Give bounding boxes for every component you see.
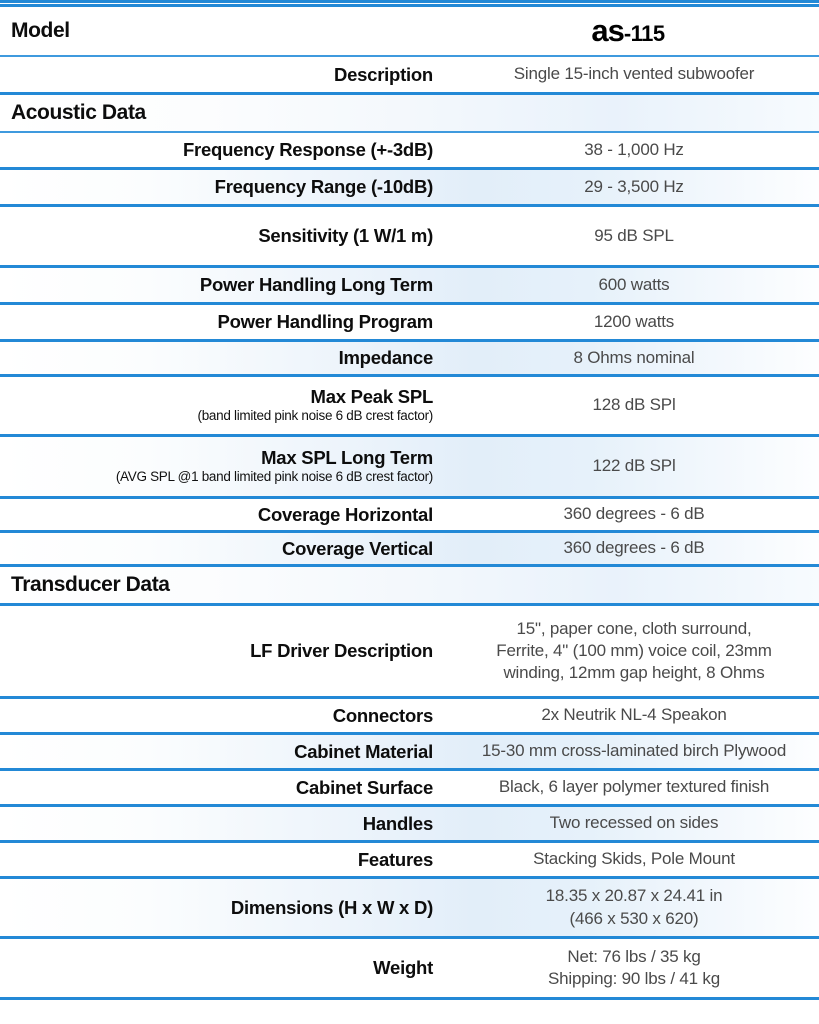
row-value: 29 - 3,500 Hz xyxy=(584,176,684,196)
row-label: Features xyxy=(357,848,433,870)
row-label-sub: (AVG SPL @1 band limited pink noise 6 dB crest factor) xyxy=(115,469,433,485)
row-label-main: Max Peak SPL xyxy=(310,385,433,407)
row-power-handling-program xyxy=(0,305,819,339)
row-cabinet-surface xyxy=(0,771,819,804)
row-label: Connectors xyxy=(332,704,433,726)
row-value: 2x Neutrik NL-4 Speakon xyxy=(541,705,727,725)
row-label: Description xyxy=(333,63,433,85)
row-value-line: Shipping: 90 lbs / 41 kg xyxy=(548,969,720,988)
row-label: Cabinet Material xyxy=(294,740,433,762)
section-title: Transducer Data xyxy=(11,573,170,596)
row-value: Two recessed on sides xyxy=(549,813,719,833)
row-value-line: winding, 12mm gap height, 8 Ohms xyxy=(503,663,765,683)
row-power-handling-long-term xyxy=(0,268,819,302)
row-value: Single 15-inch vented subwoofer xyxy=(513,64,755,84)
row-frequency-response xyxy=(0,133,819,167)
row-value: 128 dB SPl xyxy=(592,395,676,415)
model-number: -115 xyxy=(623,21,665,46)
row-lf-driver-description xyxy=(0,606,819,696)
row-value: 8 Ohms nominal xyxy=(573,347,695,367)
row-value-line: 15", paper cone, cloth surround, xyxy=(516,618,752,638)
row-label: Frequency Response (+-3dB) xyxy=(183,139,433,161)
row-label-main: Max SPL Long Term xyxy=(261,446,433,468)
row-label: Cabinet Surface xyxy=(295,776,433,798)
row-label: Dimensions (H x W x D) xyxy=(230,896,433,918)
row-label: Weight xyxy=(373,957,433,979)
row-max-spl-long-term xyxy=(0,437,819,496)
row-label: Power Handling Long Term xyxy=(199,274,433,296)
row-impedance xyxy=(0,342,819,374)
section-header-acoustic-data xyxy=(0,95,819,131)
row-label: Coverage Horizontal xyxy=(257,503,433,525)
row-description xyxy=(0,57,819,92)
row-weight xyxy=(0,939,819,997)
row-label: Handles xyxy=(362,812,433,834)
row-value: 15-30 mm cross-laminated birch Plywood xyxy=(481,741,787,761)
row-label: Sensitivity (1 W/1 m) xyxy=(258,225,433,247)
row-features xyxy=(0,843,819,876)
section-header-transducer-data xyxy=(0,567,819,603)
row-value: 122 dB SPl xyxy=(592,456,676,476)
model-value xyxy=(447,13,819,49)
row-coverage-vertical xyxy=(0,533,819,564)
row-model xyxy=(0,7,819,55)
row-handles xyxy=(0,807,819,840)
section-title: Acoustic Data xyxy=(11,101,146,124)
row-value xyxy=(447,618,819,684)
row-value-line: (466 x 530 x 620) xyxy=(569,908,699,928)
row-dimensions xyxy=(0,879,819,936)
row-cabinet-material xyxy=(0,735,819,768)
row-connectors xyxy=(0,699,819,732)
row-value-line: Ferrite, 4" (100 mm) voice coil, 23mm xyxy=(496,640,772,660)
row-max-peak-spl xyxy=(0,377,819,434)
row-value: Stacking Skids, Pole Mount xyxy=(533,849,735,869)
row-value: 600 watts xyxy=(598,274,670,294)
top-border-rule xyxy=(0,0,819,7)
bottom-border-rule xyxy=(0,997,819,1000)
row-label xyxy=(0,447,447,487)
row-value: 95 dB SPL xyxy=(594,225,674,245)
row-value xyxy=(447,946,819,990)
row-label: Coverage Vertical xyxy=(281,537,433,559)
row-frequency-range xyxy=(0,170,819,204)
row-label: Impedance xyxy=(338,347,433,369)
row-value: 360 degrees - 6 dB xyxy=(563,538,705,558)
model-label: Model xyxy=(11,19,70,42)
row-value-line: 18.35 x 20.87 x 24.41 in xyxy=(545,886,723,906)
row-label: Frequency Range (-10dB) xyxy=(214,176,433,198)
row-value: Black, 6 layer polymer textured finish xyxy=(498,777,770,797)
model-name: as xyxy=(591,13,624,48)
row-coverage-horizontal xyxy=(0,499,819,530)
row-value: 1200 watts xyxy=(593,311,675,331)
row-value: 360 degrees - 6 dB xyxy=(563,504,705,524)
row-label: LF Driver Description xyxy=(250,640,433,662)
row-label-sub: (band limited pink noise 6 dB crest factor) xyxy=(197,408,433,424)
row-value-line: Net: 76 lbs / 35 kg xyxy=(567,946,701,966)
row-label xyxy=(0,386,447,426)
row-value: 38 - 1,000 Hz xyxy=(584,139,684,159)
row-label: Power Handling Program xyxy=(217,311,433,333)
row-sensitivity xyxy=(0,207,819,265)
row-value xyxy=(447,885,819,929)
